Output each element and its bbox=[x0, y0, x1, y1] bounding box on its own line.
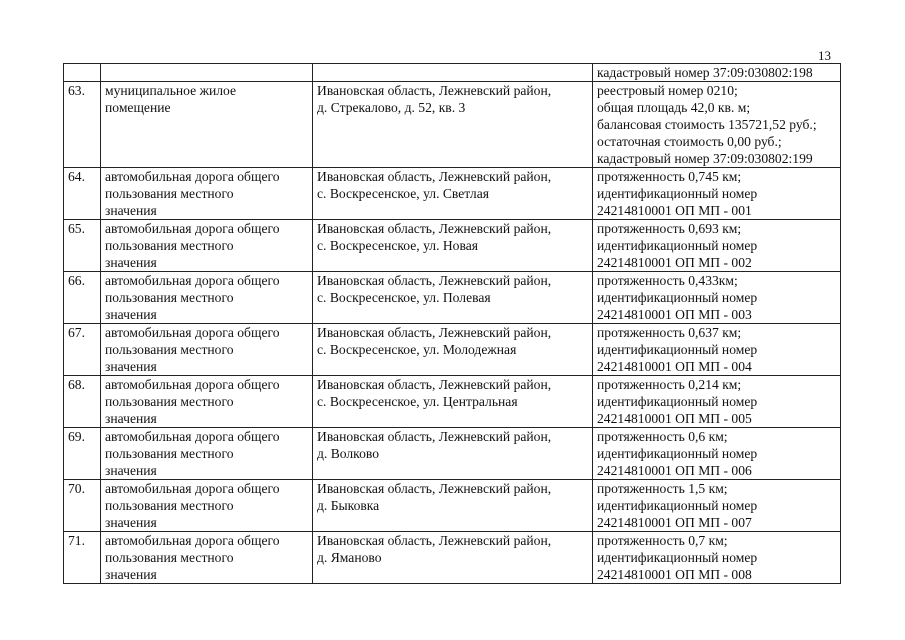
name-line: значения bbox=[105, 463, 157, 478]
address-cell bbox=[313, 324, 593, 376]
info-line: остаточная стоимость 0,00 руб.; bbox=[597, 134, 782, 149]
info-line: протяженность 1,5 км; bbox=[597, 481, 728, 496]
object-name-cell bbox=[101, 220, 313, 272]
address-line: Ивановская область, Лежневский район, bbox=[317, 377, 552, 392]
name-line: значения bbox=[105, 359, 157, 374]
address-line: д. Быковка bbox=[317, 498, 380, 513]
address-line: с. Воскресенское, ул. Полевая bbox=[317, 290, 491, 305]
info-line: протяженность 0,693 км; bbox=[597, 221, 742, 236]
info-line: идентификационный номер bbox=[597, 186, 758, 201]
table-row bbox=[64, 532, 841, 584]
info-line: идентификационный номер bbox=[597, 342, 758, 357]
name-line: автомобильная дорога общего bbox=[105, 377, 280, 392]
property-registry-table bbox=[63, 63, 841, 584]
address-cell bbox=[313, 480, 593, 532]
table-body bbox=[64, 64, 841, 584]
info-line: 24214810001 ОП МП - 004 bbox=[597, 359, 752, 374]
table-row bbox=[64, 272, 841, 324]
info-cell bbox=[593, 532, 841, 584]
name-line: помещение bbox=[105, 100, 171, 115]
info-line: протяженность 0,214 км; bbox=[597, 377, 742, 392]
row-number: 65. bbox=[64, 220, 101, 272]
name-line: значения bbox=[105, 203, 157, 218]
row-number: 68. bbox=[64, 376, 101, 428]
object-name-cell bbox=[101, 82, 313, 168]
number-cell bbox=[64, 64, 101, 82]
object-name-cell bbox=[101, 272, 313, 324]
info-line: протяженность 0,433км; bbox=[597, 273, 738, 288]
address-line: д. Стрекалово, д. 52, кв. 3 bbox=[317, 100, 466, 115]
row-number: 70. bbox=[64, 480, 101, 532]
info-line: 24214810001 ОП МП - 001 bbox=[597, 203, 752, 218]
address-line: Ивановская область, Лежневский район, bbox=[317, 169, 552, 184]
object-name-cell bbox=[101, 428, 313, 480]
info-line: протяженность 0,6 км; bbox=[597, 429, 728, 444]
address-line: Ивановская область, Лежневский район, bbox=[317, 83, 552, 98]
info-line: идентификационный номер bbox=[597, 394, 758, 409]
name-line: пользования местного bbox=[105, 290, 234, 305]
info-line: 24214810001 ОП МП - 003 bbox=[597, 307, 752, 322]
table-row bbox=[64, 428, 841, 480]
address-line: Ивановская область, Лежневский район, bbox=[317, 429, 552, 444]
name-line: значения bbox=[105, 515, 157, 530]
address-cell bbox=[313, 272, 593, 324]
table-row bbox=[64, 480, 841, 532]
info-cell bbox=[593, 428, 841, 480]
info-line: общая площадь 42,0 кв. м; bbox=[597, 100, 751, 115]
table-row bbox=[64, 168, 841, 220]
address-line: д. Яманово bbox=[317, 550, 382, 565]
continuation-row bbox=[64, 64, 841, 82]
info-cell bbox=[593, 168, 841, 220]
table-row bbox=[64, 324, 841, 376]
table-row bbox=[64, 376, 841, 428]
address-line: с. Воскресенское, ул. Новая bbox=[317, 238, 479, 253]
page-number: 13 bbox=[818, 48, 831, 63]
info-cell bbox=[593, 272, 841, 324]
address-cell bbox=[313, 428, 593, 480]
row-number: 64. bbox=[64, 168, 101, 220]
info-line: идентификационный номер bbox=[597, 498, 758, 513]
row-number: 63. bbox=[64, 82, 101, 168]
name-line: пользования местного bbox=[105, 342, 234, 357]
address-cell bbox=[313, 168, 593, 220]
object-name-cell bbox=[101, 480, 313, 532]
table-row bbox=[64, 82, 841, 168]
name-line: пользования местного bbox=[105, 446, 234, 461]
info-cell bbox=[593, 64, 841, 82]
address-line: Ивановская область, Лежневский район, bbox=[317, 325, 552, 340]
info-line: реестровый номер 0210; bbox=[597, 83, 738, 98]
info-line: 24214810001 ОП МП - 007 bbox=[597, 515, 752, 530]
address-line: с. Воскресенское, ул. Молодежная bbox=[317, 342, 517, 357]
address-line: Ивановская область, Лежневский район, bbox=[317, 273, 552, 288]
info-line: идентификационный номер bbox=[597, 290, 758, 305]
address-cell bbox=[313, 82, 593, 168]
info-line: балансовая стоимость 135721,52 руб.; bbox=[597, 117, 817, 132]
address-cell bbox=[313, 376, 593, 428]
info-line: 24214810001 ОП МП - 006 bbox=[597, 463, 752, 478]
object-name-cell bbox=[101, 324, 313, 376]
object-name-cell bbox=[101, 168, 313, 220]
name-line: пользования местного bbox=[105, 238, 234, 253]
name-line: значения bbox=[105, 411, 157, 426]
name-line: пользования местного bbox=[105, 394, 234, 409]
address-line: Ивановская область, Лежневский район, bbox=[317, 533, 552, 548]
name-line: автомобильная дорога общего bbox=[105, 533, 280, 548]
info-cell bbox=[593, 324, 841, 376]
info-line: идентификационный номер bbox=[597, 238, 758, 253]
row-number: 67. bbox=[64, 324, 101, 376]
name-line: автомобильная дорога общего bbox=[105, 169, 280, 184]
name-line: муниципальное жилое bbox=[105, 83, 237, 98]
object-name-cell bbox=[101, 376, 313, 428]
info-line: протяженность 0,7 км; bbox=[597, 533, 728, 548]
address-line: д. Волково bbox=[317, 446, 380, 461]
info-cell bbox=[593, 220, 841, 272]
name-line: автомобильная дорога общего bbox=[105, 429, 280, 444]
table-row bbox=[64, 220, 841, 272]
address-cell bbox=[313, 64, 593, 82]
row-number: 66. bbox=[64, 272, 101, 324]
name-line: значения bbox=[105, 307, 157, 322]
address-line: Ивановская область, Лежневский район, bbox=[317, 481, 552, 496]
info-line: 24214810001 ОП МП - 002 bbox=[597, 255, 752, 270]
info-line: протяженность 0,745 км; bbox=[597, 169, 742, 184]
name-line: значения bbox=[105, 567, 157, 582]
info-cell bbox=[593, 480, 841, 532]
info-line: идентификационный номер bbox=[597, 550, 758, 565]
name-line: значения bbox=[105, 255, 157, 270]
name-line: пользования местного bbox=[105, 498, 234, 513]
name-line: автомобильная дорога общего bbox=[105, 221, 280, 236]
info-line: протяженность 0,637 км; bbox=[597, 325, 742, 340]
object-name-cell bbox=[101, 532, 313, 584]
name-line: автомобильная дорога общего bbox=[105, 273, 280, 288]
address-line: Ивановская область, Лежневский район, bbox=[317, 221, 552, 236]
name-line: пользования местного bbox=[105, 550, 234, 565]
address-cell bbox=[313, 532, 593, 584]
info-line: 24214810001 ОП МП - 008 bbox=[597, 567, 752, 582]
info-line: идентификационный номер bbox=[597, 446, 758, 461]
address-line: с. Воскресенское, ул. Центральная bbox=[317, 394, 518, 409]
row-number: 69. bbox=[64, 428, 101, 480]
info-line: кадастровый номер 37:09:030802:199 bbox=[597, 151, 813, 166]
name-line: автомобильная дорога общего bbox=[105, 325, 280, 340]
cadastral-number: кадастровый номер 37:09:030802:198 bbox=[597, 65, 813, 80]
info-cell bbox=[593, 376, 841, 428]
info-line: 24214810001 ОП МП - 005 bbox=[597, 411, 752, 426]
name-line: пользования местного bbox=[105, 186, 234, 201]
name-line: автомобильная дорога общего bbox=[105, 481, 280, 496]
address-line: с. Воскресенское, ул. Светлая bbox=[317, 186, 489, 201]
info-cell bbox=[593, 82, 841, 168]
name-cell bbox=[101, 64, 313, 82]
address-cell bbox=[313, 220, 593, 272]
row-number: 71. bbox=[64, 532, 101, 584]
